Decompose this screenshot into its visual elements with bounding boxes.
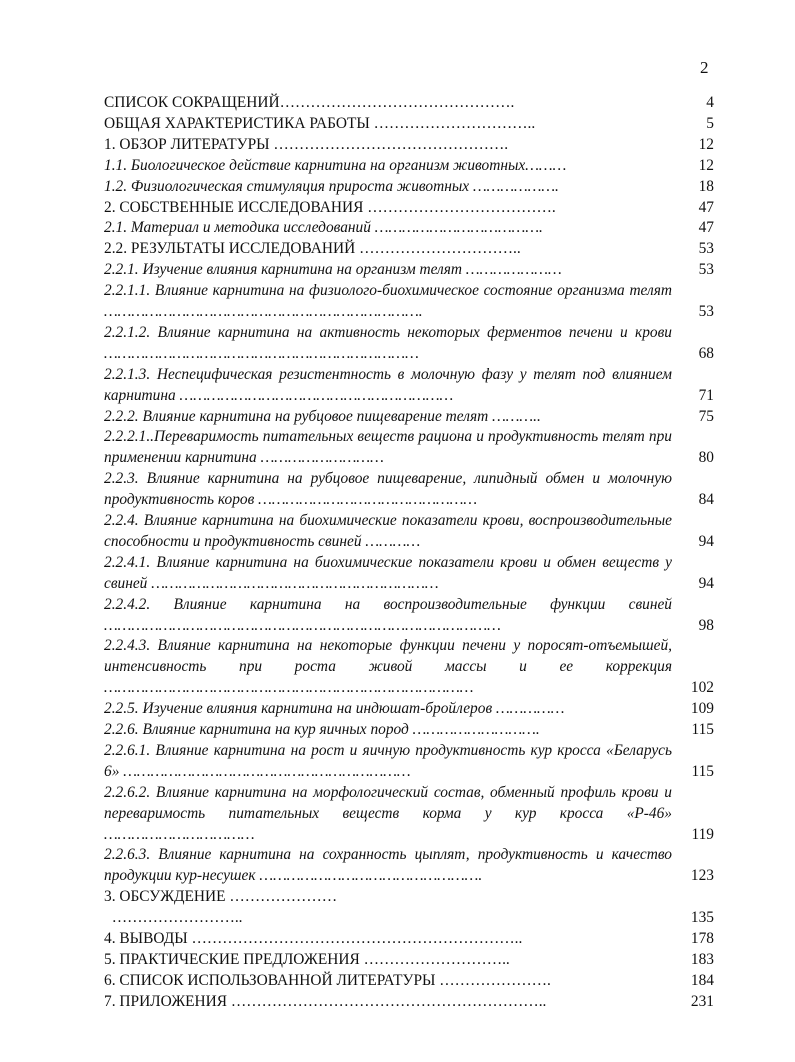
- toc-entry-2-2-6-2: 2.2.6.2. Влияние карнитина на морфологический состав, обменный профиль крови и переваримость питательных веществ корма у кур кросса «Р-46» …………………………… 119: [104, 783, 714, 843]
- toc-entry-2-2-1-1: 2.2.1.1. Влияние карнитина на физиолого-биохимическое состояние организма телят ……………………………………………………………. 53: [104, 282, 714, 321]
- toc-entry-2-2-4-3: 2.2.4.3. Влияние карнитина на некоторые функции печени у поросят-отъемышей, интенсивность при роста живой массы и ее коррекция ……………………………………………………………………… 102: [104, 637, 714, 697]
- toc-entry-1-1: 1.1. Биологическое действие карнитина на организм животных……… 12: [104, 156, 714, 174]
- toc-entry-2-2-2: 2.2.2. Влияние карнитина на рубцовое пищеварение телят ……….. 75: [104, 407, 714, 425]
- toc-entry-2-2-5: 2.2.5. Изучение влияния карнитина на индюшат-бройлеров …………… 109: [104, 700, 714, 718]
- toc-entry-conclusions: 4. ВЫВОДЫ ……………………………………………………….. 178: [104, 930, 714, 948]
- toc-entry-2-2-6-3: 2.2.6.3. Влияние карнитина на сохранность цыплят, продуктивность и качество продукции кур-несушек …………………………………………. 123: [104, 846, 714, 885]
- toc-entry-2-2-6: 2.2.6. Влияние карнитина на кур яичных пород ………………………. 115: [104, 721, 714, 739]
- toc-entry-2-2-4-2: 2.2.4.2. Влияние карнитина на воспроизводительные функции свиней …………………………………………………………………………… 98: [104, 595, 714, 634]
- toc-entry-2-2-4-1: 2.2.4.1. Влияние карнитина на биохимические показатели крови и обмен веществ у свиней ……………………………………………………… 94: [104, 553, 714, 592]
- toc-entry-abbreviations: СПИСОК СОКРАЩЕНИЙ………………………………………. 4: [104, 94, 714, 111]
- toc-entry-2-2: 2.2. РЕЗУЛЬТАТЫ ИССЛЕДОВАНИЙ ………………………….. 53: [104, 240, 714, 258]
- toc-entry-references: 6. СПИСОК ИСПОЛЬЗОВАННОЙ ЛИТЕРАТУРЫ …………………. 184: [104, 971, 714, 989]
- toc-entry-appendices: 7. ПРИЛОЖЕНИЯ …………………………………………………….. 231: [104, 992, 714, 1010]
- toc-entry-discussion-continued: …………………….. 135: [104, 909, 714, 927]
- toc-entry-practical-proposals: 5. ПРАКТИЧЕСКИЕ ПРЕДЛОЖЕНИЯ ……………………….. 183: [104, 950, 714, 968]
- toc-entry-literature-review: 1. ОБЗОР ЛИТЕРАТУРЫ ………………………………………. 12: [104, 135, 714, 153]
- toc-entry-2-1: 2.1. Материал и методика исследований ………………………………. 47: [104, 219, 714, 237]
- toc-entry-2-2-6-1: 2.2.6.1. Влияние карнитина на рост и яичную продуктивность кур кросса «Беларусь 6» ……………………………………………………… 115: [104, 741, 714, 780]
- table-of-contents: [104, 93, 714, 1013]
- toc-entry-2-2-1: 2.2.1. Изучение влияния карнитина на организм телят ………………… 53: [104, 261, 714, 279]
- toc-entry-2-2-3: 2.2.3. Влияние карнитина на рубцовое пищеварение, липидный обмен и молочную продуктивность коров ………………………………………… 84: [104, 470, 714, 509]
- toc-entry-2-2-2-1: 2.2.2.1..Переваримость питательных веществ рациона и продуктивность телят при применении карнитина ……………………… 80: [104, 428, 714, 467]
- page-number: 2: [700, 58, 709, 77]
- toc-entry-own-research: 2. СОБСТВЕННЫЕ ИССЛЕДОВАНИЯ ………………………………. 47: [104, 198, 714, 216]
- toc-entry-discussion: 3. ОБСУЖДЕНИЕ …………………: [104, 888, 338, 906]
- toc-entry-2-2-1-3: 2.2.1.3. Неспецифическая резистентность в молочную фазу у телят под влиянием карнитина …………………………………………………… 71: [104, 365, 714, 404]
- toc-entry-1-2: 1.2. Физиологическая стимуляция прироста животных ………………. 18: [104, 177, 714, 195]
- toc-entry-2-2-1-2: 2.2.1.2. Влияние карнитина на активность некоторых ферментов печени и крови …………………………………………………………… 68: [104, 323, 714, 362]
- toc-entry-2-2-4: 2.2.4. Влияние карнитина на биохимические показатели крови, воспроизводительные способности и продуктивность свиней ………… 94: [104, 512, 714, 550]
- toc-entry-general-characteristics: ОБЩАЯ ХАРАКТЕРИСТИКА РАБОТЫ ………………………….. 5: [104, 114, 714, 132]
